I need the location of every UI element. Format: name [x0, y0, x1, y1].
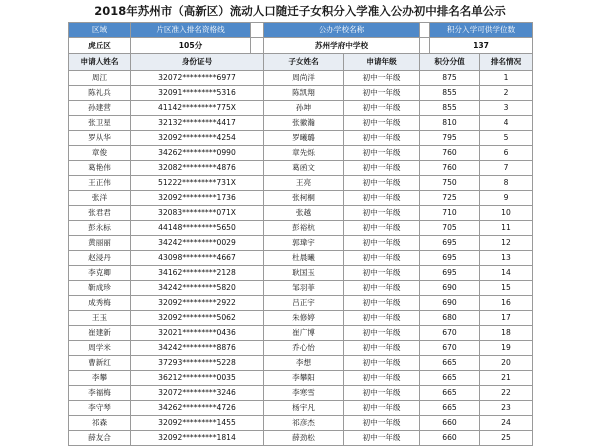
score-cell: 695: [420, 236, 480, 251]
child-cell: 乔心怡: [264, 341, 344, 356]
grade-cell: 初中一年级: [344, 176, 420, 191]
table-row: [69, 281, 533, 296]
school-seats-label: 积分入学可供学位数: [430, 23, 533, 38]
rank-cell: 18: [480, 326, 533, 341]
applicant-cell: 黄丽丽: [69, 236, 131, 251]
grade-cell: 初中一年级: [344, 326, 420, 341]
grade-cell: 初中一年级: [344, 356, 420, 371]
id-cell: 34262*********0990: [131, 146, 264, 161]
grade-cell: 初中一年级: [344, 311, 420, 326]
rank-cell: 23: [480, 401, 533, 416]
applicant-cell: 崔建新: [69, 326, 131, 341]
id-cell: 32092*********2922: [131, 296, 264, 311]
table-row: [69, 176, 533, 191]
summary-values-row: [69, 38, 533, 54]
applicant-cell: 陈礼兵: [69, 86, 131, 101]
table-row: [69, 221, 533, 236]
applicant-cell: 章俊: [69, 146, 131, 161]
score-cell: 680: [420, 311, 480, 326]
rank-cell: 25: [480, 431, 533, 446]
score-cell: 855: [420, 101, 480, 116]
region-label: 区域: [69, 23, 131, 38]
rank-cell: 1: [480, 71, 533, 86]
grade-cell: 初中一年级: [344, 101, 420, 116]
rank-cell: 22: [480, 386, 533, 401]
rank-cell: 10: [480, 206, 533, 221]
id-cell: 32072*********6977: [131, 71, 264, 86]
table-row: [69, 311, 533, 326]
score-cell: 750: [420, 176, 480, 191]
grade-cell: 初中一年级: [344, 131, 420, 146]
applicant-cell: 周江: [69, 71, 131, 86]
grade-cell: 初中一年级: [344, 266, 420, 281]
table-row: [69, 116, 533, 131]
applicant-cell: 薛友合: [69, 431, 131, 446]
score-cell: 725: [420, 191, 480, 206]
score-cell: 760: [420, 146, 480, 161]
applicant-cell: 孙建营: [69, 101, 131, 116]
table-row: [69, 251, 533, 266]
score-cell: 760: [420, 161, 480, 176]
table-row: [69, 86, 533, 101]
score-cell: 875: [420, 71, 480, 86]
id-cell: 32092*********1814: [131, 431, 264, 446]
score-header: 积分分值: [420, 54, 480, 71]
score-cell: 665: [420, 386, 480, 401]
child-cell: 李想: [264, 356, 344, 371]
score-cell: 795: [420, 131, 480, 146]
table-row: [69, 416, 533, 431]
ranking-table: [68, 22, 533, 446]
child-cell: 张越: [264, 206, 344, 221]
child-cell: 邹羽菲: [264, 281, 344, 296]
child-cell: 郭瑋宇: [264, 236, 344, 251]
table-row: [69, 386, 533, 401]
child-cell: 祁彦杰: [264, 416, 344, 431]
rank-cell: 16: [480, 296, 533, 311]
rank-cell: 12: [480, 236, 533, 251]
score-cell: 665: [420, 356, 480, 371]
child-cell: 崔广博: [264, 326, 344, 341]
id-cell: 34262*********4726: [131, 401, 264, 416]
id-cell: 32092*********4254: [131, 131, 264, 146]
applicant-cell: 李克卿: [69, 266, 131, 281]
applicant-cell: 成秀梅: [69, 296, 131, 311]
id-cell: 32083*********071X: [131, 206, 264, 221]
rank-cell: 19: [480, 341, 533, 356]
applicant-cell: 王玉: [69, 311, 131, 326]
column-gap: [251, 23, 264, 38]
child-cell: 杜晨曦: [264, 251, 344, 266]
table-row: [69, 71, 533, 86]
rank-cell: 3: [480, 101, 533, 116]
table-row: [69, 191, 533, 206]
rank-cell: 17: [480, 311, 533, 326]
id-cell: 41142*********775X: [131, 101, 264, 116]
rank-cell: 21: [480, 371, 533, 386]
grade-cell: 初中一年级: [344, 146, 420, 161]
child-cell: 朱修婷: [264, 311, 344, 326]
grade-cell: 初中一年级: [344, 386, 420, 401]
id-cell: 32092*********5062: [131, 311, 264, 326]
id-cell: 32092*********1736: [131, 191, 264, 206]
rank-cell: 8: [480, 176, 533, 191]
table-row: [69, 326, 533, 341]
applicant-cell: 彭永标: [69, 221, 131, 236]
rank-cell: 5: [480, 131, 533, 146]
id-cell: 43098*********4667: [131, 251, 264, 266]
child-cell: 王亮: [264, 176, 344, 191]
child-cell: 葛函文: [264, 161, 344, 176]
threshold-value: 105分: [131, 38, 251, 54]
grade-cell: 初中一年级: [344, 161, 420, 176]
applicant-cell: 曹新红: [69, 356, 131, 371]
child-cell: 周尚洋: [264, 71, 344, 86]
id-cell: 32072*********3246: [131, 386, 264, 401]
grade-cell: 初中一年级: [344, 71, 420, 86]
rank-header: 排名情况: [480, 54, 533, 71]
score-cell: 810: [420, 116, 480, 131]
child-cell: 陈凯翔: [264, 86, 344, 101]
table-row: [69, 266, 533, 281]
table-row: [69, 131, 533, 146]
id-cell: 34162*********2128: [131, 266, 264, 281]
applicant-cell: 张君君: [69, 206, 131, 221]
child-cell: 吕正宇: [264, 296, 344, 311]
table-row: [69, 206, 533, 221]
id-cell: 36212*********0035: [131, 371, 264, 386]
rank-cell: 2: [480, 86, 533, 101]
column-gap: [420, 38, 430, 54]
child-cell: 孙坤: [264, 101, 344, 116]
grade-cell: 初中一年级: [344, 206, 420, 221]
table-header-row: [69, 54, 533, 71]
grade-cell: 初中一年级: [344, 236, 420, 251]
rank-cell: 6: [480, 146, 533, 161]
id-cell: 34242*********5820: [131, 281, 264, 296]
rank-cell: 24: [480, 416, 533, 431]
table-row: [69, 356, 533, 371]
school-name-label: 公办学校名称: [264, 23, 420, 38]
id-cell: 32021*********0436: [131, 326, 264, 341]
ranking-sheet: [68, 0, 532, 442]
child-cell: 李攀阳: [264, 371, 344, 386]
score-cell: 665: [420, 371, 480, 386]
child-cell: 张柯桐: [264, 191, 344, 206]
grade-cell: 初中一年级: [344, 341, 420, 356]
page-title: 2018年苏州市（高新区）流动人口随迁子女积分入学准入公办初中排名名单公示: [94, 4, 506, 18]
rank-cell: 9: [480, 191, 533, 206]
child-cell: 彭裕杭: [264, 221, 344, 236]
id-cell: 51222*********731X: [131, 176, 264, 191]
applicant-cell: 葛艳伟: [69, 161, 131, 176]
table-row: [69, 161, 533, 176]
score-cell: 660: [420, 431, 480, 446]
score-cell: 855: [420, 86, 480, 101]
score-cell: 670: [420, 326, 480, 341]
applicant-cell: 王正伟: [69, 176, 131, 191]
grade-cell: 初中一年级: [344, 221, 420, 236]
id-header: 身份证号: [131, 54, 264, 71]
rank-cell: 7: [480, 161, 533, 176]
id-cell: 32091*********5316: [131, 86, 264, 101]
table-row: [69, 146, 533, 161]
id-cell: 32132*********4417: [131, 116, 264, 131]
summary-header-row: [69, 23, 533, 38]
id-cell: 44148*********5650: [131, 221, 264, 236]
grade-cell: 初中一年级: [344, 401, 420, 416]
table-row: [69, 101, 533, 116]
column-gap: [251, 38, 264, 54]
grade-cell: 初中一年级: [344, 416, 420, 431]
score-cell: 695: [420, 251, 480, 266]
applicant-cell: 李攀: [69, 371, 131, 386]
id-cell: 32092*********1455: [131, 416, 264, 431]
grade-cell: 初中一年级: [344, 281, 420, 296]
applicant-cell: 罗从华: [69, 131, 131, 146]
applicant-cell: 李福梅: [69, 386, 131, 401]
applicant-cell: 赵浸丹: [69, 251, 131, 266]
table-row: [69, 341, 533, 356]
table-row: [69, 296, 533, 311]
threshold-label: 片区准入排名资格线: [131, 23, 251, 38]
table-row: [69, 431, 533, 446]
applicant-cell: 周学米: [69, 341, 131, 356]
grade-cell: 初中一年级: [344, 86, 420, 101]
score-cell: 695: [420, 266, 480, 281]
rank-cell: 11: [480, 221, 533, 236]
grade-cell: 初中一年级: [344, 296, 420, 311]
child-cell: 耿国玉: [264, 266, 344, 281]
grade-cell: 初中一年级: [344, 116, 420, 131]
table-row: [69, 371, 533, 386]
applicant-cell: 张卫星: [69, 116, 131, 131]
applicant-header: 申请人姓名: [69, 54, 131, 71]
school-seats-value: 137: [430, 38, 533, 54]
rank-cell: 15: [480, 281, 533, 296]
table-row: [69, 236, 533, 251]
score-cell: 710: [420, 206, 480, 221]
grade-cell: 初中一年级: [344, 191, 420, 206]
child-cell: 李寒雪: [264, 386, 344, 401]
score-cell: 690: [420, 296, 480, 311]
score-cell: 690: [420, 281, 480, 296]
id-cell: 37293*********5228: [131, 356, 264, 371]
region-value: 虎丘区: [69, 38, 131, 54]
grade-header: 申请年级: [344, 54, 420, 71]
rank-cell: 14: [480, 266, 533, 281]
applicant-cell: 张洋: [69, 191, 131, 206]
score-cell: 670: [420, 341, 480, 356]
score-cell: 705: [420, 221, 480, 236]
rank-cell: 4: [480, 116, 533, 131]
rank-cell: 13: [480, 251, 533, 266]
child-header: 子女姓名: [264, 54, 344, 71]
applicant-cell: 祁森: [69, 416, 131, 431]
child-cell: 杨宇凡: [264, 401, 344, 416]
score-cell: 660: [420, 416, 480, 431]
child-cell: 张徽瀚: [264, 116, 344, 131]
score-cell: 665: [420, 401, 480, 416]
table-row: [69, 401, 533, 416]
applicant-cell: 李守琴: [69, 401, 131, 416]
school-name-value: 苏州学府中学校: [264, 38, 420, 54]
grade-cell: 初中一年级: [344, 431, 420, 446]
grade-cell: 初中一年级: [344, 251, 420, 266]
rank-cell: 20: [480, 356, 533, 371]
id-cell: 34242*********8876: [131, 341, 264, 356]
child-cell: 章先烁: [264, 146, 344, 161]
id-cell: 34242*********0029: [131, 236, 264, 251]
applicant-cell: 靳成珍: [69, 281, 131, 296]
grade-cell: 初中一年级: [344, 371, 420, 386]
child-cell: 罗曦璐: [264, 131, 344, 146]
child-cell: 薛劲松: [264, 431, 344, 446]
column-gap: [420, 23, 430, 38]
id-cell: 32082*********4876: [131, 161, 264, 176]
